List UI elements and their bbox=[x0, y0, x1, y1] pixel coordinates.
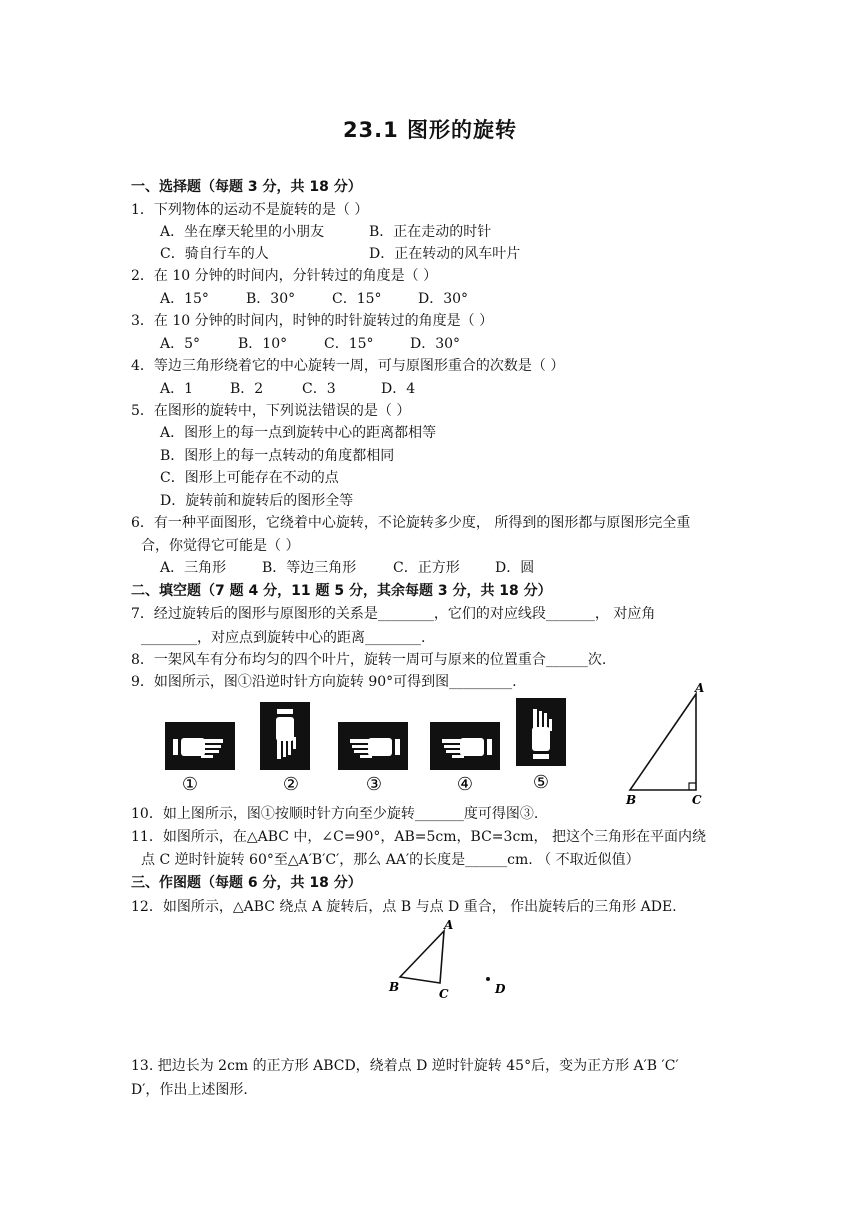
hand-label-3: ③ bbox=[365, 774, 383, 794]
q3-options bbox=[160, 335, 460, 353]
point-label-d: D bbox=[495, 982, 506, 996]
q6-stem-line1: 6．有一种平面图形，它绕着中心旋转，不论旋转多少度， 所得到的图形都与原图形完全重 bbox=[131, 515, 691, 531]
q3-stem: 3．在 10 分钟的时间内，时钟的时针旋转过的角度是（ ） bbox=[131, 313, 494, 329]
q5-option-b: B．图形上的每一点转动的角度都相同 bbox=[160, 448, 395, 464]
hand-figures bbox=[160, 698, 580, 794]
q6-stem-line2: 合，你觉得它可能是（ ） bbox=[141, 538, 300, 554]
q4-stem: 4．等边三角形绕着它的中心旋转一周，可与原图形重合的次数是（ ） bbox=[131, 358, 565, 374]
vertex-label-a: A bbox=[695, 681, 705, 695]
hand-label-2: ② bbox=[282, 774, 300, 794]
q11-line1: 11．如图所示，在△ABC 中，∠C=90°，AB=5cm，BC=3cm， 把这个三角形在平面内绕 bbox=[131, 829, 707, 845]
q12-text: 12．如图所示，△ABC 绕点 A 旋转后，点 B 与点 D 重合， 作出旋转后的三角形 ADE. bbox=[131, 899, 677, 915]
q6-option-a: A．三角形 bbox=[160, 560, 227, 576]
q6-option-c: C．正方形 bbox=[393, 560, 460, 576]
hand-figure-1 bbox=[165, 722, 235, 770]
page-title: 23.1 图形的旋转 bbox=[342, 118, 518, 142]
right-angle-mark bbox=[689, 783, 696, 790]
small-vertex-label-c: C bbox=[439, 987, 449, 1001]
q5-stem: 5．在图形的旋转中，下列说法错误的是（ ） bbox=[131, 403, 411, 419]
hand-label-1: ① bbox=[181, 774, 199, 794]
triangle-abc bbox=[630, 694, 696, 790]
q4-option-c: C．3 bbox=[302, 381, 336, 397]
q2-option-d: D．30° bbox=[418, 291, 469, 307]
q13-line2: D′，作出上述图形. bbox=[131, 1082, 248, 1098]
q5-option-a: A．图形上的每一点到旋转中心的距离都相等 bbox=[160, 425, 437, 441]
right-triangle-figure bbox=[618, 680, 718, 808]
hand-figure-3 bbox=[338, 722, 408, 770]
hand-label-5: ⑤ bbox=[532, 772, 550, 793]
q1-option-c: C．骑自行车的人 bbox=[160, 246, 269, 262]
q2-stem: 2．在 10 分钟的时间内，分针转过的角度是（ ） bbox=[131, 268, 438, 284]
q1-option-b: B．正在走动的时针 bbox=[369, 224, 492, 240]
q5-option-d: D．旋转前和旋转后的图形全等 bbox=[160, 493, 354, 509]
small-vertex-label-b: B bbox=[389, 980, 400, 994]
rotation-triangle-figure bbox=[380, 915, 520, 1005]
q1-options-cd bbox=[160, 245, 520, 263]
q4-option-a: A．1 bbox=[160, 381, 194, 397]
vertex-label-c: C bbox=[692, 793, 702, 807]
q2-option-a: A．15° bbox=[160, 291, 209, 307]
q1-option-d: D．正在转动的风车叶片 bbox=[369, 246, 521, 262]
q7-line2: ________，对应点到旋转中心的距离________. bbox=[141, 630, 426, 646]
q4-option-d: D．4 bbox=[381, 381, 416, 397]
hand-label-4: ④ bbox=[456, 774, 474, 794]
q6-option-b: B．等边三角形 bbox=[262, 560, 357, 576]
point-d bbox=[486, 977, 490, 981]
q6-option-d: D．圆 bbox=[495, 560, 535, 576]
q7-line1: 7．经过旋转后的图形与原图形的关系是________，它们的对应线段_______， 对应角 bbox=[131, 606, 656, 622]
q1-stem: 1．下列物体的运动不是旋转的是（ ） bbox=[131, 202, 369, 218]
q4-option-b: B．2 bbox=[230, 381, 264, 397]
q1-option-a: A．坐在摩天轮里的小朋友 bbox=[160, 224, 325, 240]
q3-option-d: D．30° bbox=[410, 336, 461, 352]
q1-options-ab bbox=[160, 223, 491, 241]
q10-text: 10．如上图所示，图①按顺时针方向至少旋转_______度可得图③. bbox=[131, 806, 539, 822]
hand-figure-5 bbox=[516, 698, 566, 766]
q2-option-c: C．15° bbox=[332, 291, 382, 307]
q13-line1: 13. 把边长为 2cm 的正方形 ABCD，绕着点 D 逆时针旋转 45°后，变为正方形 A′B ′C′ bbox=[131, 1058, 679, 1074]
q8-text: 8．一架风车有分布均匀的四个叶片，旋转一周可与原来的位置重合______次. bbox=[131, 652, 607, 668]
q4-options bbox=[160, 380, 415, 398]
hand-figure-4 bbox=[430, 722, 500, 770]
vertex-label-b: B bbox=[626, 793, 637, 807]
q3-option-b: B．10° bbox=[238, 336, 288, 352]
small-vertex-label-a: A bbox=[444, 918, 454, 932]
section-3-heading: 三、作图题（每题 6 分，共 18 分） bbox=[131, 875, 362, 891]
q11-line2: 点 C 逆时针旋转 60°至△A′B′C′，那么 AA′的长度是______cm. （ 不取近似值） bbox=[141, 852, 640, 868]
section-2-heading: 二、填空题（7 题 4 分，11 题 5 分，其余每题 3 分，共 18 分） bbox=[131, 583, 552, 599]
q6-options bbox=[160, 559, 534, 577]
q2-option-b: B．30° bbox=[246, 291, 296, 307]
triangle-abc-small bbox=[400, 931, 444, 983]
q9-text: 9．如图所示，图①沿逆时针方向旋转 90°可得到图_________. bbox=[131, 674, 517, 690]
hand-figure-2 bbox=[260, 702, 310, 770]
q3-option-c: C．15° bbox=[324, 336, 374, 352]
q5-option-c: C．图形上可能存在不动的点 bbox=[160, 470, 339, 486]
q2-options bbox=[160, 290, 468, 308]
q3-option-a: A．5° bbox=[160, 336, 201, 352]
section-1-heading: 一、选择题（每题 3 分，共 18 分） bbox=[131, 179, 362, 195]
